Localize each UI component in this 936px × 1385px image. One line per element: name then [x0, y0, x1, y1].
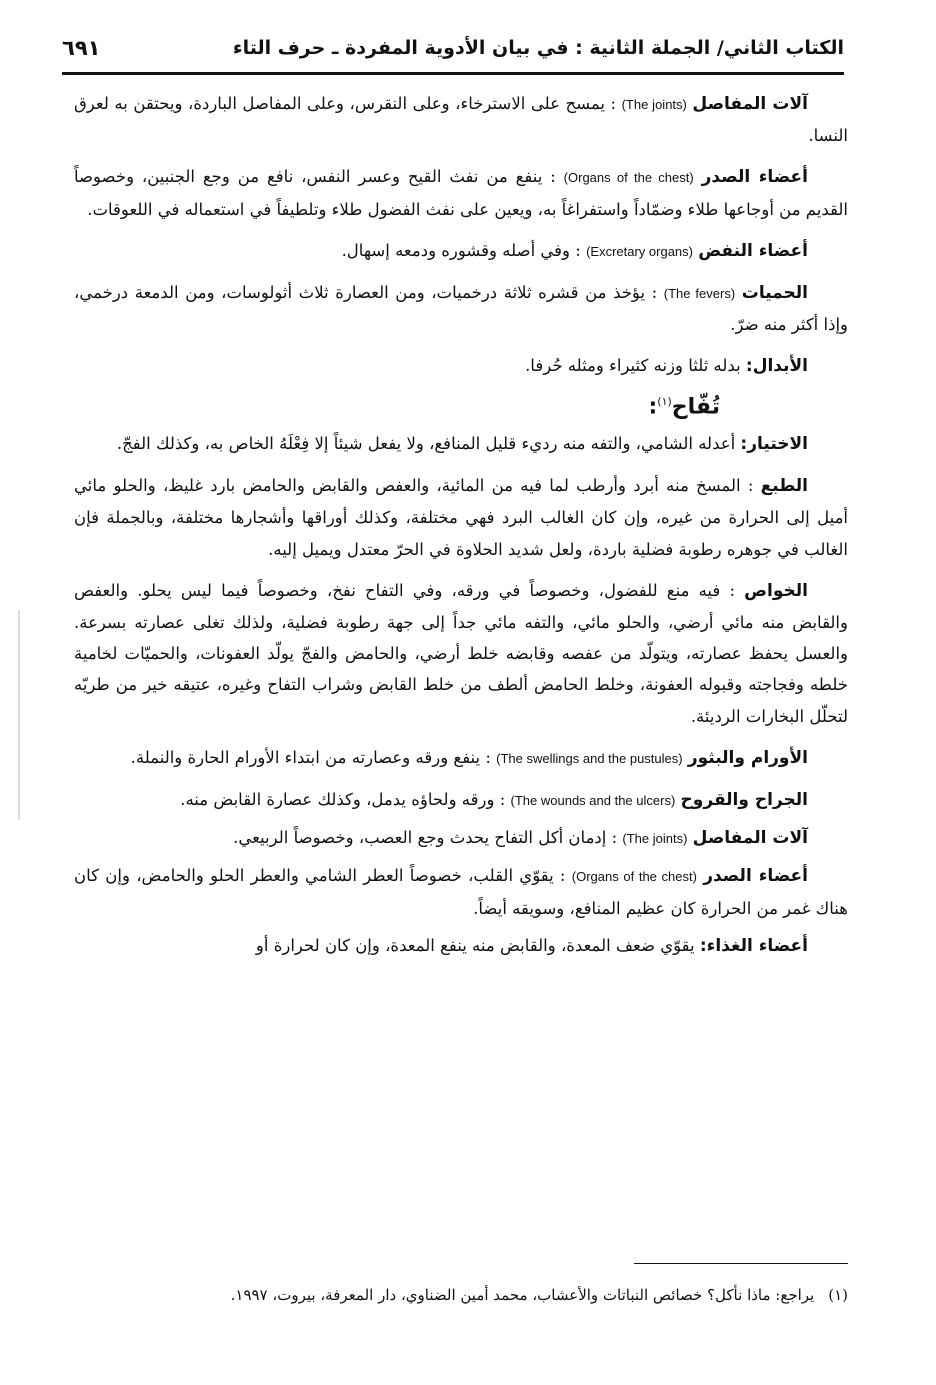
entry-english: (Organs of the chest) [563, 170, 694, 186]
footnote [80, 1282, 848, 1308]
entry-text: : يؤخذ من قشره ثلاثة درخميات، ومن العصارة ثلاث أثولوسات، ومن الدمعة درخمي، وإذا أكثر منه ضرّ. [74, 283, 848, 335]
entry-selection [74, 428, 848, 460]
entry-text: : يمسح على الاسترخاء، وعلى النقرس، وعلى المفاصل الباردة، ويحتقن به لعرق النسا. [74, 94, 848, 146]
footnote-text: يراجع: ماذا نأكل؟ خصائص النباتات والأعشاب، محمد أمين الضناوي، دار المعرفة، بيروت، ١٩٩٧. [230, 1286, 815, 1304]
entry-term: أعضاء الصدر [703, 866, 808, 887]
entry-text: يقوّي ضعف المعدة، والقابض منه ينفع المعدة، وإن كان لحرارة أو [255, 935, 700, 955]
entry-text: أعدله الشامي، والتفه منه رديء قليل المنافع، ولا يفعل شيئاً إلا فِعْلَهُ الخاص به، وكذلك الفجّ. [116, 433, 741, 453]
entry-nutrition [74, 930, 848, 962]
entry-text: : المسخ منه أبرد وأرطب لما فيه من المائية، والعفص والقابض والحامض بارد غليظ، والحلو مائي أميل إلى الحرارة من غيره، وإن كان الغالب البرد فهي مختلفة، وكذلك أوراقها وأشجارها مختلفة، وبالجملة فإن الغالب في جوهره رطوبة فضلية باردة، ولعل شديد الحلاوة في الحرّ معتدل ويميل إليه. [74, 476, 848, 559]
entry-english: (The wounds and the ulcers) [510, 792, 676, 808]
entry-english: (The joints) [622, 831, 688, 847]
footnote-rule [634, 1263, 848, 1264]
entry-text: : يقوّي القلب، خصوصاً العطر الشامي والعطر الحلو والحامض، وإن كان هناك غمر من الحرارة كان عظيم المنافع، وسويقه أيضاً. [74, 866, 848, 918]
entry-term: الاختيار: [740, 433, 808, 454]
entry-substitutes [74, 350, 848, 382]
entry-fevers [74, 277, 848, 340]
entry-term: آلات المفاصل [692, 94, 808, 114]
entry-chest-2 [74, 860, 848, 923]
entry-english: (The joints) [621, 97, 687, 112]
entry-english: (The fevers) [663, 286, 736, 302]
page-number: ٦٩١ [62, 36, 101, 60]
entry-nature [74, 470, 848, 565]
header-title: الكتاب الثاني/ الجملة الثانية : في بيان الأدوية المفردة ـ حرف التاء [232, 37, 844, 59]
entry-text: : ينفع ورقه وعصارته من ابتداء الأورام الحارة والنملة. [130, 747, 497, 767]
entry-joints [74, 88, 848, 151]
entry-swellings [74, 742, 848, 774]
heading-colon: : [648, 393, 658, 419]
entry-text: : فيه منع للفضول، وخصوصاً في ورقه، وفي التفاح نفخ، وخصوصاً فيما ليس يحلو. والعفص والقابض منه مائي أرضي، والحلو مائي، والتفه مائي جداً إلى جهة رطوبة فضلية، ولذلك تغلى عصارته بسرعة. والعسل يحفظ عصارته، ويتولّد من عفصه وقابضه خلط أرضي، والحامض والفجّ يولّد العفونات، والحميّات لخامية خلطه وفجاجته وقبوله العفونة، وخلط الحامض ألطف من خلط القابض وشراب التفاح وغيره، عتيقه خير من طريّه لتحلّل البخارات الرديئة. [74, 580, 848, 726]
entry-term: الجراح والقروح [680, 789, 808, 810]
section-heading-apple [74, 385, 848, 424]
footnote-mark: (١) [828, 1286, 848, 1304]
entry-text: : إدمان أكل التفاح يحدث وجع العصب، وخصوصاً الربيعي. [233, 828, 623, 848]
entry-term: الخواص [744, 580, 808, 601]
footnote-ref: (١) [657, 394, 672, 408]
entry-chest [74, 161, 848, 224]
entry-properties [74, 575, 848, 732]
entry-term: الحميات [741, 283, 808, 304]
entry-excretary [74, 235, 848, 267]
entry-term: أعضاء الصدر [701, 167, 808, 188]
entry-term: آلات المفاصل [692, 828, 808, 849]
entry-text: بدله ثلثا وزنه كثيراء ومثله حُرفا. [525, 356, 746, 376]
entry-term: الأبدال: [745, 356, 808, 377]
entry-english: (Organs of the chest) [571, 869, 697, 885]
entry-joints-2 [74, 822, 848, 854]
entry-english: (The swellings and the pustules) [496, 750, 683, 766]
entry-text: : ينفع من نفث القيح وعسر النفس، نافع من وجع الجنبين، وخصوصاً القديم من أوجاعها طلاء وضمّاداً واستفراغاً به، ويعين على نفث الفضول طلاء وتلطيفاً في استعماله في اللعوقات. [74, 167, 848, 219]
entry-term: أعضاء النفض [698, 240, 808, 261]
entry-wounds [74, 784, 848, 816]
entry-term: أعضاء الغذاء: [699, 935, 808, 956]
page-body [74, 88, 848, 968]
entry-text: : ورقه ولحاؤه يدمل، وكذلك عصارة القابض منه. [180, 789, 511, 809]
header-rule [62, 72, 844, 75]
running-header [62, 26, 844, 70]
entry-english: (Excretary organs) [586, 243, 693, 259]
entry-term: الأورام والبثور [687, 747, 808, 768]
entry-term: الطبع [760, 476, 808, 497]
heading-word: تُفّاح [671, 393, 720, 419]
scan-edge-mark [18, 610, 20, 820]
entry-text: : وفي أصله وقشوره ودمعه إسهال. [341, 240, 587, 260]
